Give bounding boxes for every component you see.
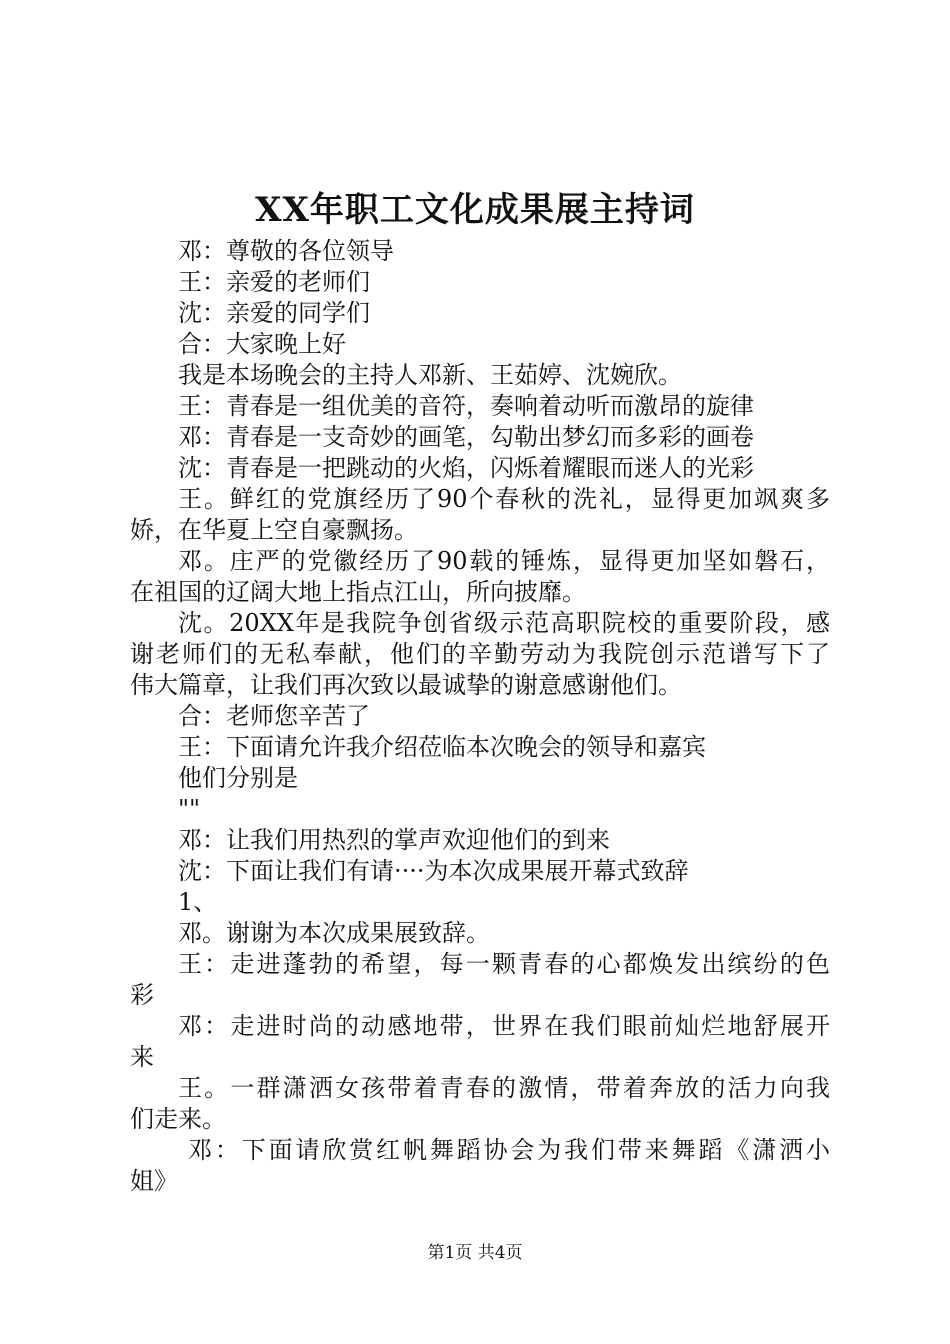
text-line: 合：大家晚上好	[178, 330, 346, 358]
text-line: 邓。谢谢为本次成果展致辞。	[178, 919, 490, 947]
text-line: 邓：走进时尚的动感地带，世界在我们眼前灿烂地舒展开	[178, 1012, 830, 1040]
text-line: 1、	[178, 888, 218, 916]
text-line: 在祖国的辽阔大地上指点江山，所向披靡。	[130, 578, 586, 606]
document-body	[130, 236, 830, 1197]
text-line: 伟大篇章，让我们再次致以最诚挚的谢意感谢他们。	[130, 671, 682, 699]
text-line: 彩	[130, 981, 154, 1009]
document-title: XX年职工文化成果展主持词	[255, 190, 695, 230]
text-line: 王：青春是一组优美的音符，奏响着动听而激昂的旋律	[178, 392, 754, 420]
page-footer: 第1页 共4页	[427, 1243, 523, 1263]
text-line: 娇，在华夏上空自豪飘扬。	[130, 516, 418, 544]
text-line: 沈。20XX年是我院争创省级示范高职院校的重要阶段，感	[178, 609, 830, 637]
text-line: 王：走进蓬勃的希望，每一颗青春的心都焕发出缤纷的色	[178, 950, 830, 978]
text-line: 他们分别是	[178, 764, 298, 792]
text-line: 王。鲜红的党旗经历了90个春秋的洗礼，显得更加飒爽多	[178, 485, 830, 513]
text-line: 沈：下面让我们有请····为本次成果展开幕式致辞	[178, 857, 689, 885]
text-line: 沈：青春是一把跳动的火焰，闪烁着耀眼而迷人的光彩	[178, 454, 754, 482]
text-line: 王。一群潇洒女孩带着青春的激情，带着奔放的活力向我	[178, 1074, 830, 1102]
text-line: 姐》	[130, 1167, 178, 1195]
text-line: 合：老师您辛苦了	[178, 702, 370, 730]
text-line: 邓：尊敬的各位领导	[178, 237, 394, 265]
text-line: 我是本场晚会的主持人邓新、王茹婷、沈婉欣。	[178, 361, 682, 389]
text-line: 谢老师们的无私奉献，他们的辛勤劳动为我院创示范谱写下了	[130, 640, 830, 668]
text-line: 邓：让我们用热烈的掌声欢迎他们的到来	[178, 826, 610, 854]
text-line: 邓：下面请欣赏红帆舞蹈协会为我们带来舞蹈《潇洒小	[188, 1136, 830, 1164]
text-line: ""	[178, 795, 201, 823]
text-line: 们走来。	[130, 1105, 226, 1133]
text-line: 王：亲爱的老师们	[178, 268, 370, 296]
text-line: 邓。庄严的党徽经历了90载的锤炼，显得更加坚如磐石，	[178, 547, 830, 575]
text-line: 邓：青春是一支奇妙的画笔，勾勒出梦幻而多彩的画卷	[178, 423, 754, 451]
text-line: 沈：亲爱的同学们	[178, 299, 370, 327]
text-line: 来	[130, 1043, 154, 1071]
text-line: 王：下面请允许我介绍莅临本次晚会的领导和嘉宾	[178, 733, 706, 761]
